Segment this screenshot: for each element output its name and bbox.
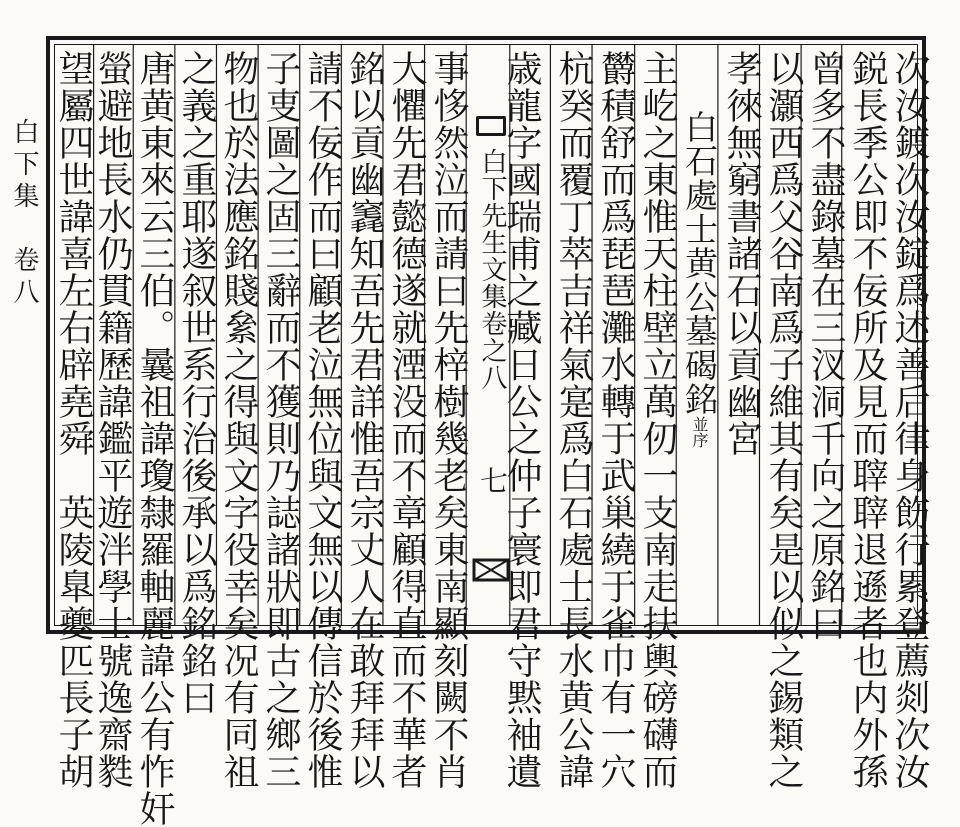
text-column: 歳龍字國瑞甫之藏日公之仲子寰即君守黙袖遺: [501, 50, 542, 790]
center-book-title: 白下先生文集卷之八: [477, 148, 507, 391]
text-column: 杭癸而覆丁萃吉祥氣寔爲白石處士長水黄公諱: [553, 50, 594, 790]
text-column: 望屬四世諱喜左右辟堯舜 英陵臯夔匹長子胡: [53, 50, 94, 790]
text-column: 孝徠無窮書諸石以貢幽宮: [721, 50, 762, 457]
text-column: 鋭長季公即不佞所及見而䏁䏁退遜者也内外孫: [847, 50, 888, 790]
text-column: 唐黄東來云三伯。曩祖諱瓊隸羅軸麗諱公有怍奸: [134, 50, 175, 827]
text-block: [46, 36, 930, 827]
heading-note: 並序: [690, 416, 709, 448]
center-page-number: 七: [476, 466, 509, 494]
text-column: 以灝西爲父谷南爲子維其有矣是以似之錫類之: [763, 50, 804, 790]
text-column: 大懼先君懿德遂就湮没而不章顧得直而不華者: [386, 50, 427, 790]
text-column: 物也於法應銘賤絫之得與文字役幸矣况有同祖: [218, 50, 259, 790]
text-column: 子叓圖之固三辭而不獲則乃誌諸狀即古之鄉三: [260, 50, 301, 790]
text-column: 之義之重耶遂叙世系行治後承以爲銘銘曰: [176, 50, 217, 716]
text-column: 請不佞作而曰顧老泣無位與文無以傳信於後惟: [302, 50, 343, 790]
text-column: 曾多不盡錄墓在三汊洞千向之原銘曰: [805, 50, 846, 642]
text-column: 主屹之東惟天柱壁立萬仞一支南走扶輿磅礴而: [637, 50, 678, 790]
section-heading: 白石處士黄公墓碣銘: [680, 110, 719, 416]
text-column: 銘以貢幽竁知吾先君詳惟吾宗丈人在敢拜拜以: [344, 50, 385, 790]
text-column: 次汝鍍次汝錠爲述善后律身飭行累登薦剡次汝: [889, 50, 930, 790]
margin-book-title: 白下集 卷八: [9, 118, 39, 310]
text-column: 螢避地長水仍貫籍歷諱鑑平遊泮學士號逸齋㽔: [92, 50, 133, 790]
text-column: 事恀然泣而請曰先梓樹幾老矣東南顯刻闕不肖: [428, 50, 469, 790]
text-column: 欝積舒而爲琵琶灘水轉于武巢繞于雀巾有一穴: [595, 50, 636, 790]
